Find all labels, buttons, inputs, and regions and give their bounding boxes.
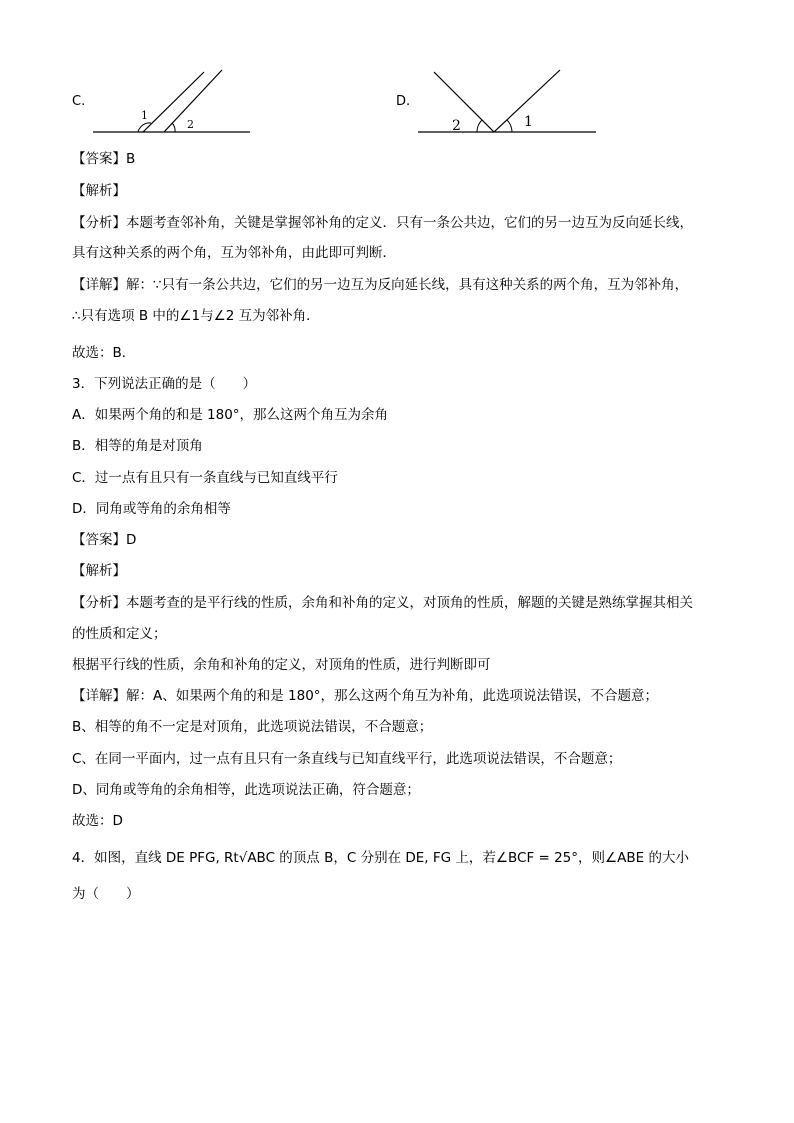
option-c-label: C. xyxy=(72,94,86,109)
q3-choose: 故选：D xyxy=(72,813,123,829)
c-angle2-label: 2 xyxy=(187,118,194,131)
q3-detail-line-2: B、相等的角不一定是对顶角，此选项说法错误，不合题意； xyxy=(72,719,433,735)
q3-analysis-line-2: 的性质和定义； xyxy=(72,626,167,642)
q3-option-a: A．如果两个角的和是 180°，那么这两个角互为余角 xyxy=(72,407,389,423)
q4-stem-line-2: 为（ ） xyxy=(72,886,140,902)
c-line-left xyxy=(143,72,204,132)
q3-answer: 【答案】D xyxy=(72,532,137,548)
q3-stem: 3．下列说法正确的是（ ） xyxy=(72,376,257,392)
q3-analysis-line-3: 根据平行线的性质，余角和补角的定义，对顶角的性质，进行判断即可 xyxy=(72,657,491,673)
d-angle2-arc xyxy=(477,120,482,132)
q2-choose: 故选：B． xyxy=(72,345,136,361)
d-angle1-label: 1 xyxy=(524,114,533,130)
q3-option-b: B．相等的角是对顶角 xyxy=(72,438,203,454)
option-c-figure xyxy=(88,66,258,138)
c-angle2-arc xyxy=(172,123,175,132)
q2-detail-line-1: 【详解】解：∵只有一条公共边，它们的另一边互为反向延长线，具有这种关系的两个角，互为邻补角， xyxy=(72,277,689,293)
q3-option-d: D．同角或等角的余角相等 xyxy=(72,501,231,517)
option-d-label: D. xyxy=(396,94,411,109)
q2-analysis-heading: 【解析】 xyxy=(72,183,126,199)
q3-detail-line-3: C、在同一平面内，过一点有且只有一条直线与已知直线平行，此选项说法错误，不合题意； xyxy=(72,751,622,767)
q3-detail-line-4: D、同角或等角的余角相等，此选项说法正确，符合题意； xyxy=(72,782,420,798)
q2-analysis-line-1: 【分析】本题考查邻补角，关键是掌握邻补角的定义．只有一条公共边，它们的另一边互为反向延长线， xyxy=(72,215,693,231)
d-angle2-label: 2 xyxy=(452,118,461,134)
q3-analysis-heading: 【解析】 xyxy=(72,563,126,579)
q3-option-c: C．过一点有且只有一条直线与已知直线平行 xyxy=(72,470,338,486)
q3-analysis-line-1: 【分析】本题考查的是平行线的性质，余角和补角的定义，对顶角的性质，解题的关键是熟练掌握其相关 xyxy=(72,595,693,611)
option-d-figure xyxy=(414,66,604,138)
q2-analysis-line-2: 具有这种关系的两个角，互为邻补角，由此即可判断． xyxy=(72,245,396,261)
q4-stem-line-1: 4．如图，直线 DE PFG, Rt√ABC 的顶点 B，C 分别在 DE, FG 上，若∠BCF = 25°，则∠ABE 的大小 xyxy=(72,850,689,866)
d-line-left xyxy=(434,72,494,132)
c-angle1-label: 1 xyxy=(141,109,148,122)
q3-detail-line-1: 【详解】解：A、如果两个角的和是 180°，那么这两个角互为补角，此选项说法错误，不合题意； xyxy=(72,688,659,704)
q2-answer: 【答案】B xyxy=(72,151,136,167)
d-angle1-arc xyxy=(507,120,512,132)
q2-detail-line-2: ∴只有选项 B 中的∠1与∠2 互为邻补角． xyxy=(72,308,320,324)
